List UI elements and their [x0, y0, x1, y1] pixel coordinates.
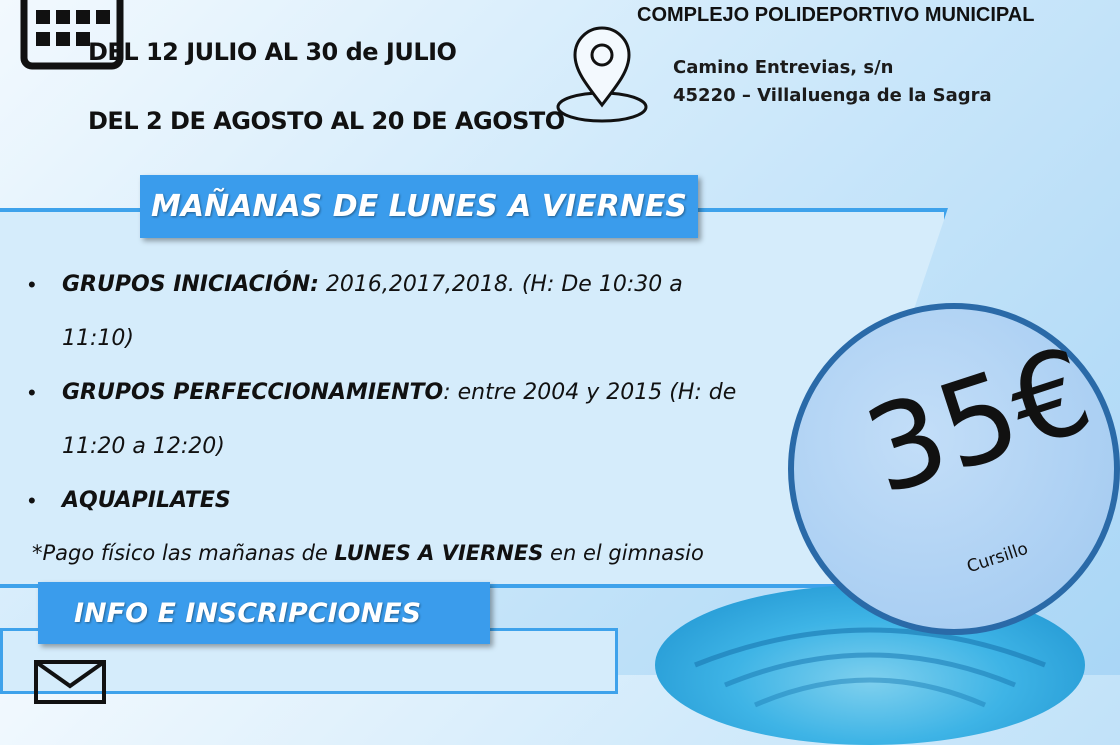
venue-address — [673, 54, 992, 110]
venue-title: COMPLEJO POLIDEPORTIVO MUNICIPAL — [637, 4, 1035, 26]
date-range-2: DEL 2 DE AGOSTO AL 20 DE AGOSTO — [88, 107, 565, 135]
group-title: GRUPOS PERFECCIONAMIENTO — [62, 380, 444, 405]
price-amount: 35€ — [850, 320, 1107, 522]
info-banner — [38, 582, 490, 644]
schedule-list — [28, 258, 808, 528]
schedule-banner — [140, 175, 698, 238]
list-item: • GRUPOS PERFECCIONAMIENTO: entre 2004 y 2015 (H: de 11:20 a 12:20) — [28, 366, 808, 474]
address-line-1: Camino Entrevias, s/n — [673, 57, 894, 78]
payment-note-bold: LUNES A VIERNES — [334, 541, 544, 565]
location-pin-icon — [555, 25, 650, 125]
group-title: AQUAPILATES — [62, 488, 231, 513]
group-detail-2: 11:10) — [62, 326, 134, 351]
group-detail-2: 11:20 a 12:20) — [62, 434, 225, 459]
list-item: • GRUPOS INICIACIÓN: 2016,2017,2018. (H: De 10:30 a 11:10) — [28, 258, 808, 366]
group-detail: : entre 2004 y 2015 (H: de — [443, 380, 737, 405]
group-detail: 2016,2017,2018. (H: De 10:30 a — [318, 272, 683, 297]
address-line-2: 45220 – Villaluenga de la Sagra — [673, 85, 992, 106]
envelope-icon — [34, 660, 106, 690]
schedule-banner-label: MAÑANAS DE LUNES A VIERNES — [151, 189, 687, 224]
list-item: • AQUAPILATES — [28, 488, 231, 513]
info-banner-label: INFO E INSCRIPCIONES — [74, 597, 422, 629]
group-title: GRUPOS INICIACIÓN: — [62, 272, 319, 297]
date-range-1: DEL 12 JULIO AL 30 de JULIO — [88, 38, 457, 66]
price-label: Cursillo — [964, 538, 1031, 578]
payment-note — [32, 541, 704, 565]
payment-note-prefix: *Pago físico las mañanas de — [32, 541, 335, 565]
payment-note-suffix: en el gimnasio — [543, 541, 704, 565]
